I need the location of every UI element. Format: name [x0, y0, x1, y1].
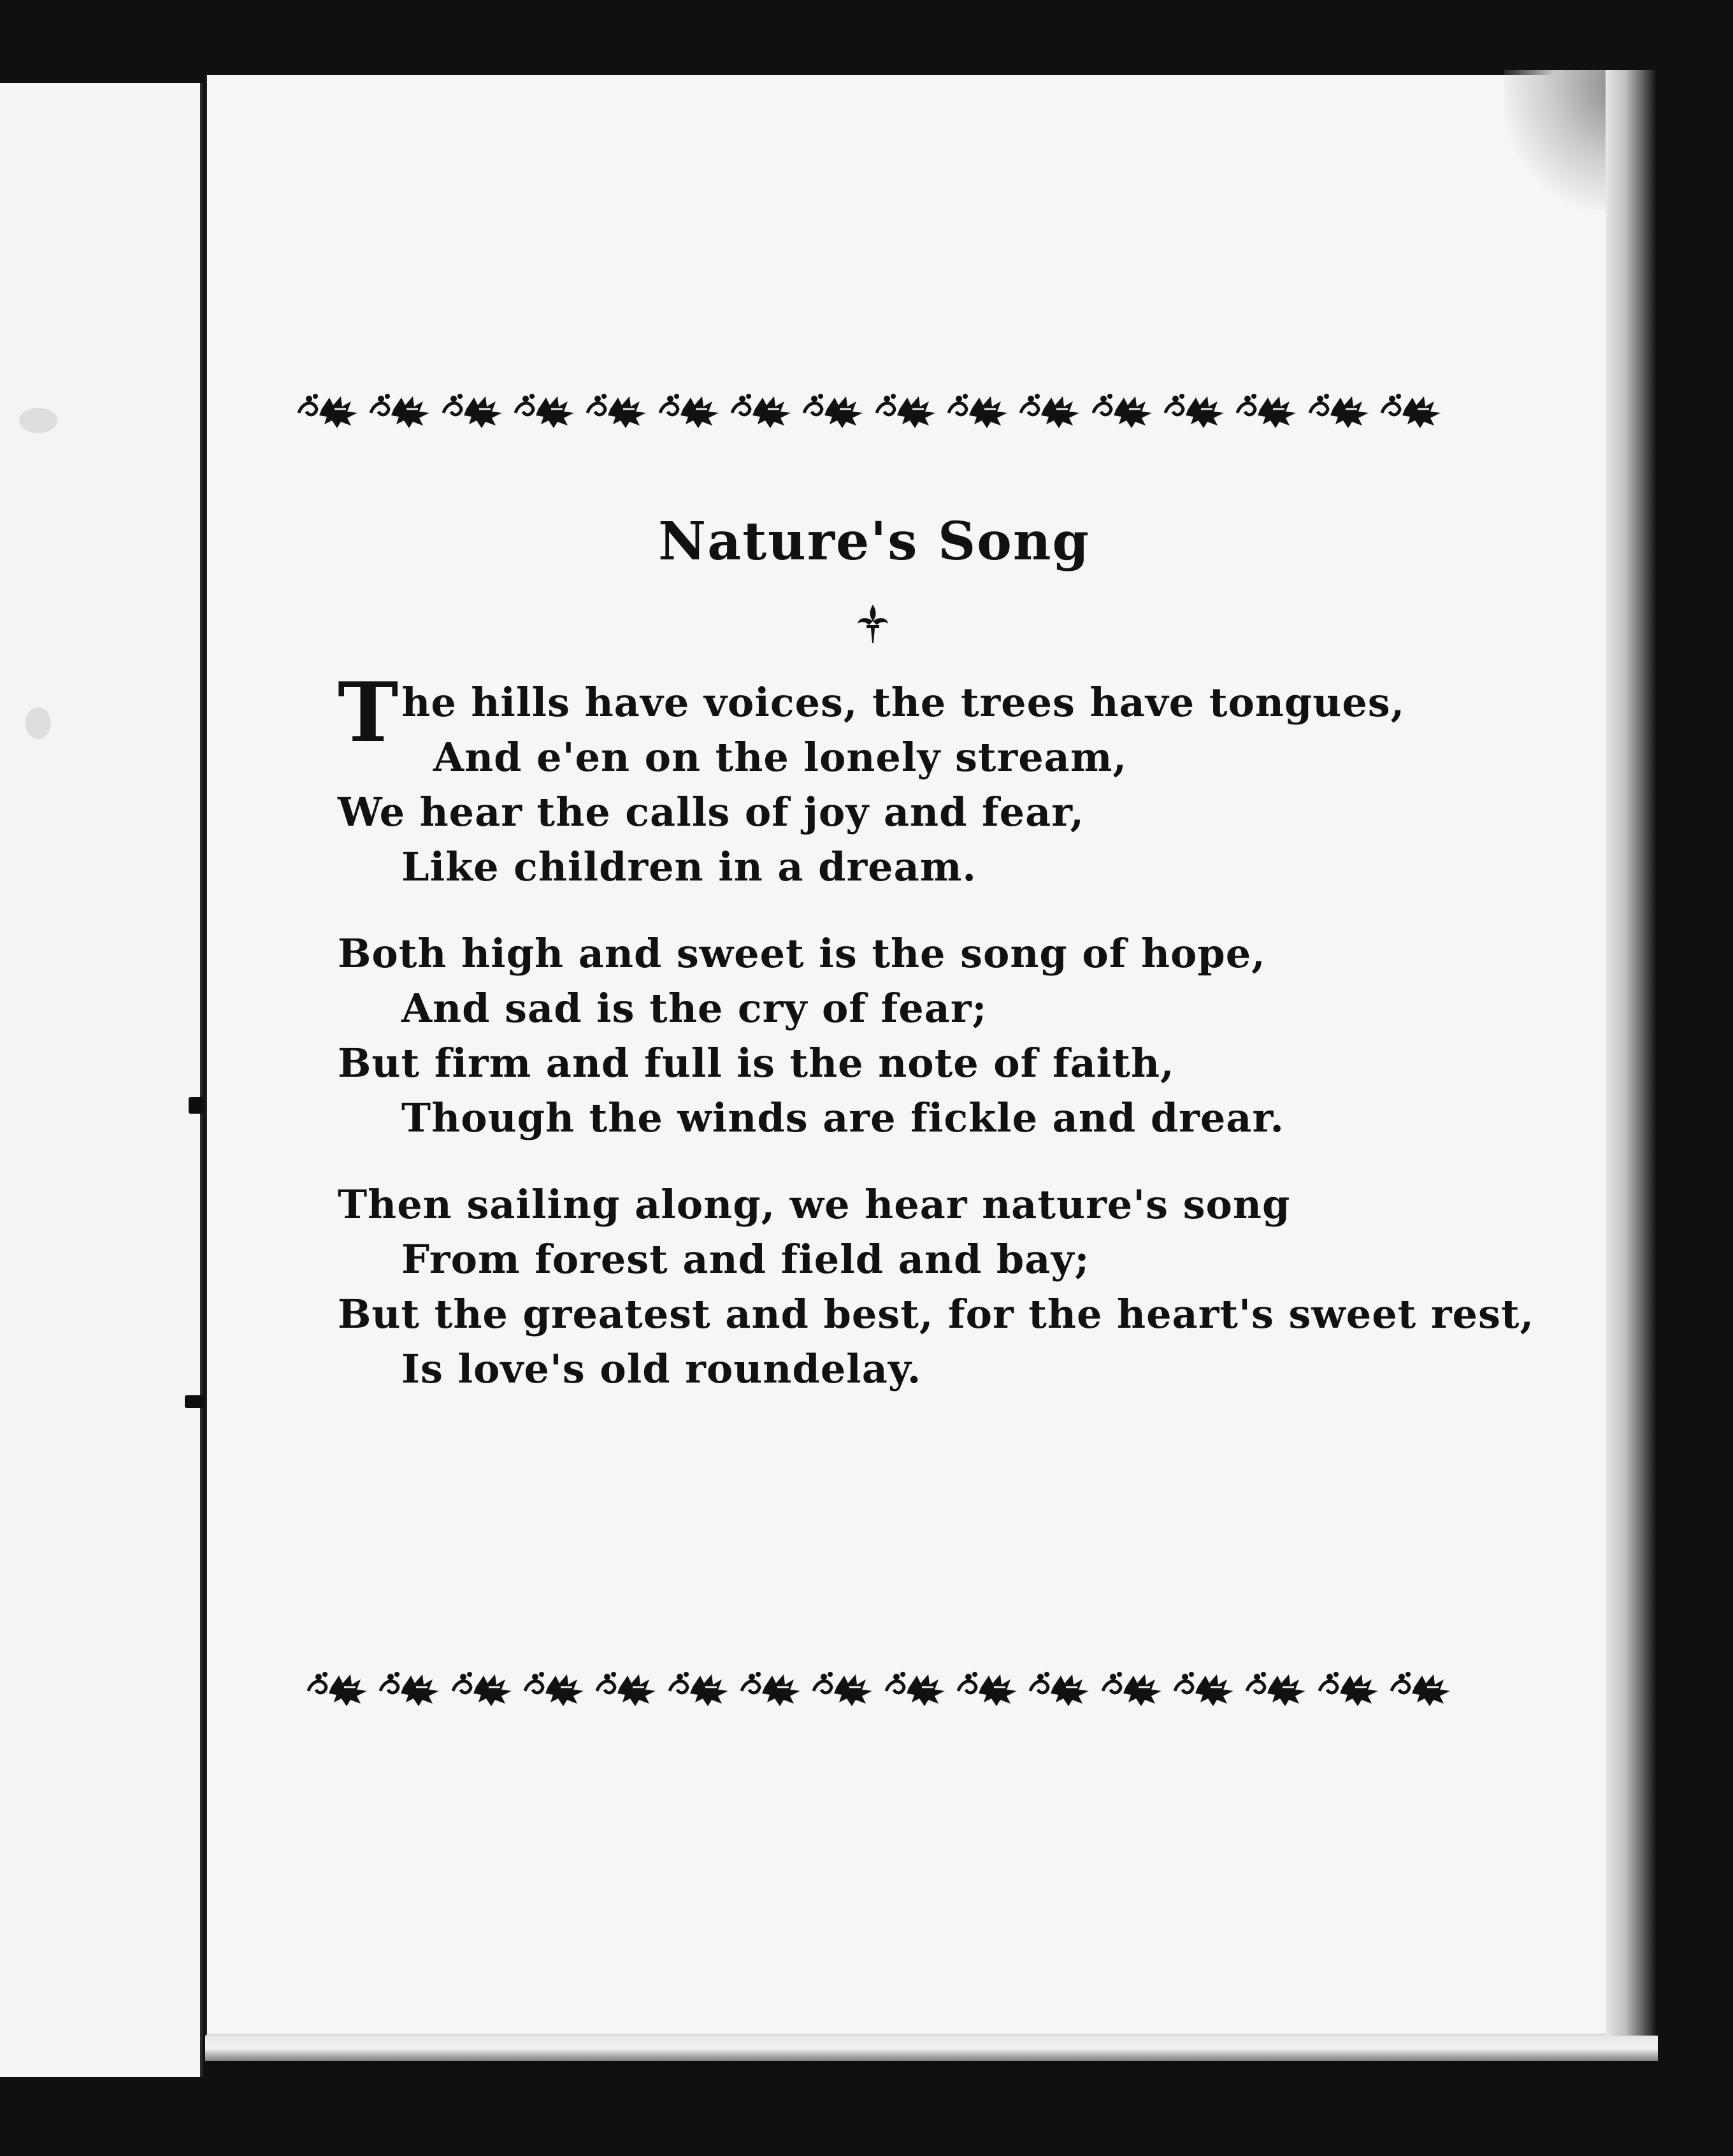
top-ornament-band — [296, 390, 1449, 429]
facing-page — [0, 83, 203, 2077]
vine-leaf-ornament-icon — [585, 390, 655, 429]
vine-leaf-ornament-icon — [658, 390, 728, 429]
poem — [338, 665, 1535, 1428]
drop-cap: T — [338, 665, 399, 761]
page-bottom-edge — [205, 2036, 1658, 2061]
vine-leaf-ornament-icon — [874, 390, 944, 429]
vine-leaf-ornament-icon — [1100, 1668, 1170, 1707]
page-edge-shadow — [1606, 70, 1657, 2045]
vine-leaf-ornament-icon — [1307, 390, 1377, 429]
vine-leaf-ornament-icon — [522, 1668, 593, 1707]
vine-leaf-ornament-icon — [884, 1668, 954, 1707]
vine-leaf-ornament-icon — [1091, 390, 1161, 429]
poem-line-text: he hills have voices, the trees have tongues, — [401, 679, 1406, 726]
vine-leaf-ornament-icon — [946, 390, 1016, 429]
bottom-ornament-band — [306, 1668, 1459, 1707]
vine-leaf-ornament-icon — [667, 1668, 737, 1707]
poem-line: But firm and full is the note of faith, — [338, 1040, 1175, 1086]
vine-leaf-ornament-icon — [739, 1668, 809, 1707]
vine-leaf-ornament-icon — [1028, 1668, 1098, 1707]
vine-leaf-ornament-icon — [441, 390, 511, 429]
vine-leaf-ornament-icon — [802, 390, 872, 429]
page-title: Nature's Song — [658, 511, 1090, 572]
vine-leaf-ornament-icon — [1018, 390, 1088, 429]
vine-leaf-ornament-icon — [1172, 1668, 1242, 1707]
vine-leaf-ornament-icon — [378, 1668, 448, 1707]
poem-line: Both high and sweet is the song of hope, — [338, 930, 1266, 977]
stanza — [338, 1177, 1535, 1397]
stanza — [338, 665, 1485, 895]
vine-leaf-ornament-icon — [730, 390, 800, 429]
vine-leaf-ornament-icon — [811, 1668, 881, 1707]
poem-line: Then sailing along, we hear nature's song — [338, 1181, 1291, 1228]
vine-leaf-ornament-icon — [1244, 1668, 1314, 1707]
vine-leaf-ornament-icon — [513, 390, 583, 429]
vine-leaf-ornament-icon — [1317, 1668, 1387, 1707]
vine-leaf-ornament-icon — [306, 1668, 376, 1707]
vine-leaf-ornament-icon — [1389, 1668, 1459, 1707]
poem-line: Though the winds are fickle and drear. — [401, 1095, 1285, 1141]
poem-line: Like children in a dream. — [401, 844, 977, 890]
stanza — [338, 926, 1485, 1146]
poem-line: But the greatest and best, for the heart's sweet rest, — [338, 1291, 1535, 1337]
vine-leaf-ornament-icon — [368, 390, 438, 429]
vine-leaf-ornament-icon — [1379, 390, 1449, 429]
poem-line: From forest and field and bay; — [401, 1236, 1090, 1283]
binding-mark — [189, 1097, 203, 1114]
vine-leaf-ornament-icon — [296, 390, 366, 429]
vine-leaf-ornament-icon — [594, 1668, 665, 1707]
poem-line: And e'en on the lonely stream, — [433, 734, 1128, 780]
poem-line: Is love's old roundelay. — [401, 1346, 922, 1392]
vine-leaf-ornament-icon — [450, 1668, 521, 1707]
fleur-de-lis-icon — [854, 602, 892, 647]
poem-line: We hear the calls of joy and fear, — [338, 789, 1085, 835]
vine-leaf-ornament-icon — [1235, 390, 1305, 429]
poem-line: And sad is the cry of fear; — [401, 985, 988, 1031]
vine-leaf-ornament-icon — [1163, 390, 1233, 429]
binding-mark — [185, 1395, 204, 1408]
vine-leaf-ornament-icon — [956, 1668, 1026, 1707]
